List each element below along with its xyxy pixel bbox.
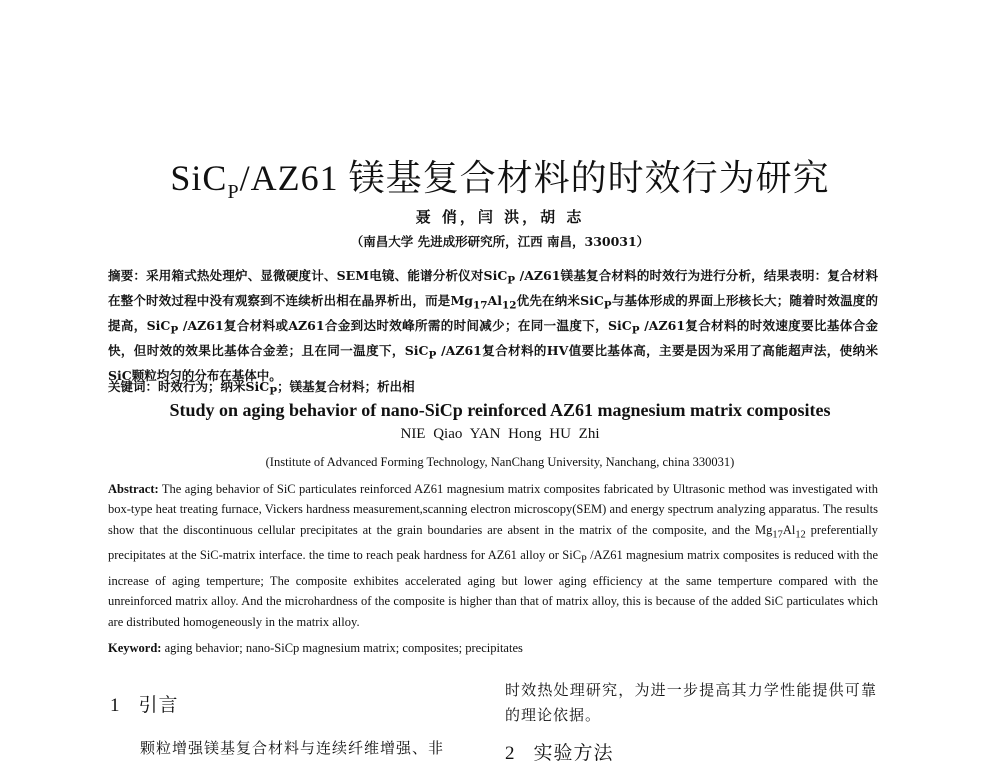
paper-title-en: Study on aging behavior of nano-SiCp reinforced AZ61 magnesium matrix composites	[169, 400, 831, 420]
abstract-cn: 摘要：采用箱式热处理炉、显微硬度计、SEM电镜、能谱分析仪对SiC$_P$ /AZ61镁基复合材料的时效行为进行分析，结果表明：复合材料在整个时效过程中没有观察到不连续析出相在晶界析出，而是$Mg_{17}Al_{12}$优先在纳米SiC$_P$与基体形成的界面上形核长大；随着时效温度的提高，SiC$_P$ /AZ61复合材料或AZ61合金到达时效峰所需的时间减少；在同一温度下，SiC$_P$ /AZ61复合材料的时效速度要比基体合金快，但时效的效果比基体合金差；且在同一温度下，SiC$_P$ /AZ61复合材料的HV值要比基体高，主要是因为采用了高能超声法，使纳米SiC颗粒均匀的分布在基体中。	[108, 268, 878, 384]
section-1-body: 颗粒增强镁基复合材料与连续纤维增强、非	[140, 739, 445, 757]
paper-title-cn: SiC$_P$/AZ61 镁基复合材料的时效行为研究	[170, 158, 830, 204]
abstract-en: Abstract: The aging behavior of SiC particulates reinforced AZ61 magnesium matrix composites fabricated by Ultrasonic method was investigated with box-type heat treating furnace, Vickers hardness measurement,scanning electron microscopy(SEM) and energy spectrum analyzing apparatus. The results show that the discontinuous cellular precipitates at the grain boundaries are absent in the matrix of the composite, and the $Mg_{17}Al_{12}$ preferentially precipitates at the SiC-matrix interface. the time to reach peak hardness for AZ61 alloy or SiC$_P$ /AZ61 magnesium matrix composites is reduced with the increase of aging temperture; The composite exhibites accelerated aging but lower aging efficiency at the same temperture compared with the unreinforced matrix alloy. And the microhardness of the composite is higher than that of matrix alloy, this is because of the added SiC particulates which are distributed homogeneously in the matrix alloy.	[108, 482, 878, 629]
section-1-heading: 1 引言	[110, 694, 179, 716]
affiliation-en: (Institute of Advanced Forming Technology, NanChang University, Nanchang, china 330031)	[265, 455, 735, 469]
keywords-cn: 关键词：时效行为；纳米SiC$_P$；镁基复合材料；析出相	[108, 379, 415, 398]
authors-en: NIE Qiao YAN Hong HU Zhi	[400, 426, 600, 442]
authors-cn: 聂 俏，闫 洪，胡 志	[415, 208, 585, 226]
section-2-heading: 2 实验方法	[505, 742, 614, 764]
keywords-cn-label: 关键词：	[108, 379, 159, 394]
affiliation-cn: （南昌大学 先进成形研究所，江西 南昌，330031）	[350, 234, 650, 249]
abstract-cn-label: 摘要：	[108, 268, 147, 283]
keywords-en-label: Keyword:	[108, 641, 162, 655]
abstract-en-label: Abstract:	[108, 482, 159, 496]
right-column-body: 时效热处理研究，为进一步提高其力学性能提供可靠的理论依据。	[505, 681, 877, 724]
keywords-en: Keyword: aging behavior; nano-SiCp magnesium matrix; composites; precipitates	[108, 641, 523, 655]
